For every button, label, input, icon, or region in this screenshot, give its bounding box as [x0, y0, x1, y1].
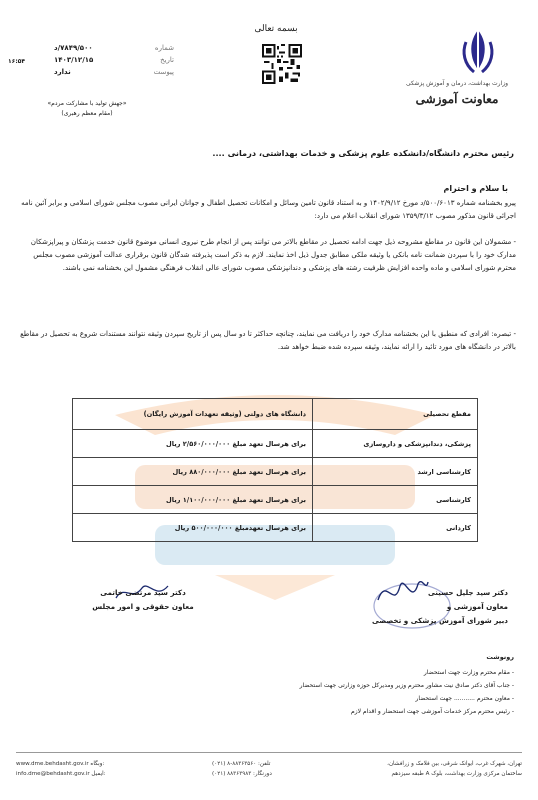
- right-signatory-title2: دبیر شورای آموزش پزشکی و تخصصی: [371, 616, 508, 625]
- email-link[interactable]: info.dme@behdasht.gov.ir: [16, 771, 90, 777]
- left-signatory: [68, 586, 218, 614]
- qr-code: [262, 44, 302, 84]
- header-fee-cell: دانشگاه های دولتی (وثیقه تعهدات آموزش رایگان): [73, 399, 313, 430]
- table-row: [73, 514, 478, 542]
- table-header-row: [73, 399, 478, 430]
- footer-web: [16, 759, 166, 779]
- fee-cell: برای هرسال تعهد مبلغ ۸۸۰/۰۰۰/۰۰۰ ریال: [73, 458, 313, 486]
- cc-title: رونوشت: [486, 653, 514, 661]
- table-row: [73, 486, 478, 514]
- number-label: شماره: [154, 44, 174, 52]
- slogan-line2: (مقام معظم رهبری): [61, 110, 113, 117]
- list-item: - جناب آقای دکتر صادق نیت مشاور محترم وزیر ومدیرکل حوزه وزارتی جهت استحضار: [34, 679, 514, 692]
- date-row: [54, 54, 174, 66]
- number-row: [54, 42, 174, 54]
- email-label: ایمیل:: [91, 771, 106, 777]
- bullet-paragraph-1: - مشمولان این قانون در مقاطع مشروحه ذیل جهت ادامه تحصیل در مقاطع بالاتر می توانند پس از انجام طرح نیروی انسانی موضوع قانون خدمت پزشکان و پیراپزشکان مدارک خود را با سپردن ضمانت نامه بانکی یا وثیقه ملکی مطابق جدول ذیل اخذ نمایند. لازم به ذکر است پذیرفته شدگان قانون برقراری عدالت آموزشی مصوب مجلس محترم شورای اسلامی و ماده واحده افزایش ظرفیت رشته های پزشکی و دندانپزشکی مصوب شورای عالی انقلاب فرهنگی مشمول این بخشنامه نمی باشند.: [20, 236, 516, 275]
- bullet-paragraph-2: - تبصره: افرادی که منطبق با این بخشنامه مدارک خود را دریافت می نمایند، چنانچه حداکثر تا دو سال پس از تاریخ سپردن وثیقه نتوانند مستندات شروع به تحصیل در مقاطع بالاتر در دانشگاه های مورد تائید را ارائه نمایند، وثیقه سپرده شده ضبط خواهد شد.: [20, 328, 516, 354]
- fees-table: [72, 398, 478, 542]
- recipient-line: رئیس محترم دانشگاه/دانشکده علوم پزشکی و خدمات بهداشتی، درمانی ....: [212, 148, 514, 158]
- fee-cell: برای هرسال تعهد مبلغ ۲/۵۶۰/۰۰۰/۰۰۰ ریال: [73, 430, 313, 458]
- side-number: ۱۶:۵۴: [8, 58, 26, 65]
- cc-list: [34, 666, 514, 718]
- fax-line: دورنگار: ۸۸۳۶۳۹۸۳ (۰۲۱): [212, 771, 272, 777]
- list-item: - مقام محترم وزارت جهت استحضار: [34, 666, 514, 679]
- attachment-row: [54, 66, 174, 78]
- ministry-title: معاونت آموزشی: [415, 92, 499, 106]
- level-cell: پزشکی، دندانپزشکی و داروسازی: [313, 430, 478, 458]
- attachment-value: ندارد: [54, 68, 71, 76]
- right-signatory-name: دکتر سید جلیل حسینی: [427, 588, 508, 597]
- date-label: تاریخ: [160, 56, 174, 64]
- table-row: [73, 430, 478, 458]
- footer-phones: [212, 759, 322, 779]
- right-signatory-title1: معاون آموزشی و: [446, 602, 508, 611]
- slogan-line1: «جهش تولید با مشارکت مردم»: [47, 100, 127, 107]
- header-level-cell: مقطع تحصیلی: [313, 399, 478, 430]
- number-value: ۷۸۴۹/۵۰۰/د: [54, 44, 93, 52]
- address-line1: تهران، شهرک غرب، ایوانک شرقی، بین فلامک و زرافشان،: [387, 761, 522, 767]
- level-cell: کاردانی: [313, 514, 478, 542]
- right-signatory: [358, 586, 508, 628]
- footer: [16, 752, 522, 777]
- fee-cell: برای هرسال تعهدمبلغ ۵۰۰/۰۰۰/۰۰۰ ریال: [73, 514, 313, 542]
- address-line2: ساختمان مرکزی وزارت بهداشت، بلوک A طبقه سیزدهم: [391, 771, 522, 777]
- slogan: [32, 100, 142, 120]
- left-signatory-name: دکتر سید مرتضی خاتمی: [100, 588, 186, 597]
- left-signatory-title: معاون حقوقی و امور مجلس: [92, 602, 194, 611]
- intro-paragraph: پیرو بخشنامه شماره ۵۰۰/۶۰۱۳/د مورخ ۱۴۰۲/۹/۱۲ و به استناد قانون تامین وسائل و امکانات تحصیل اطفال و جوانان ایرانی مصوب مجلس شورای اسلامی و برابر آئین نامه اجرائی قانون مذکور مصوب ۱۳۵۹/۳/۱۲ شورای انقلاب اعلام می دارد:: [21, 199, 516, 220]
- iran-emblem-logo: [458, 26, 498, 78]
- letter-metadata: [54, 42, 174, 78]
- bismillah-heading: بسمه تعالی: [254, 24, 298, 34]
- list-item: - رئیس محترم مرکز خدمات آموزشی جهت استحضار و اقدام لازم: [34, 705, 514, 718]
- fee-cell: برای هرسال تعهد مبلغ ۱/۱۰۰/۰۰۰/۰۰۰ ریال: [73, 486, 313, 514]
- ministry-subtitle: وزارت بهداشت، درمان و آموزش پزشکی: [405, 80, 509, 87]
- date-value: ۱۴۰۳/۱۲/۱۵: [54, 56, 94, 64]
- level-cell: کارشناسی ارشد: [313, 458, 478, 486]
- phone-line: تلفن: ۸۸۳۶۳۵۶۰-۸ (۰۲۱): [212, 761, 271, 767]
- website-label: وبگاه:: [90, 761, 105, 767]
- table-row: [73, 458, 478, 486]
- footer-address: [352, 759, 522, 779]
- list-item: - معاون محترم ........... جهت استحضار: [34, 692, 514, 705]
- attachment-label: پیوست: [153, 68, 174, 76]
- website-link[interactable]: www.dme.behdasht.gov.ir: [16, 761, 89, 767]
- level-cell: کارشناسی: [313, 486, 478, 514]
- salutation: با سلام و احترام: [443, 184, 508, 193]
